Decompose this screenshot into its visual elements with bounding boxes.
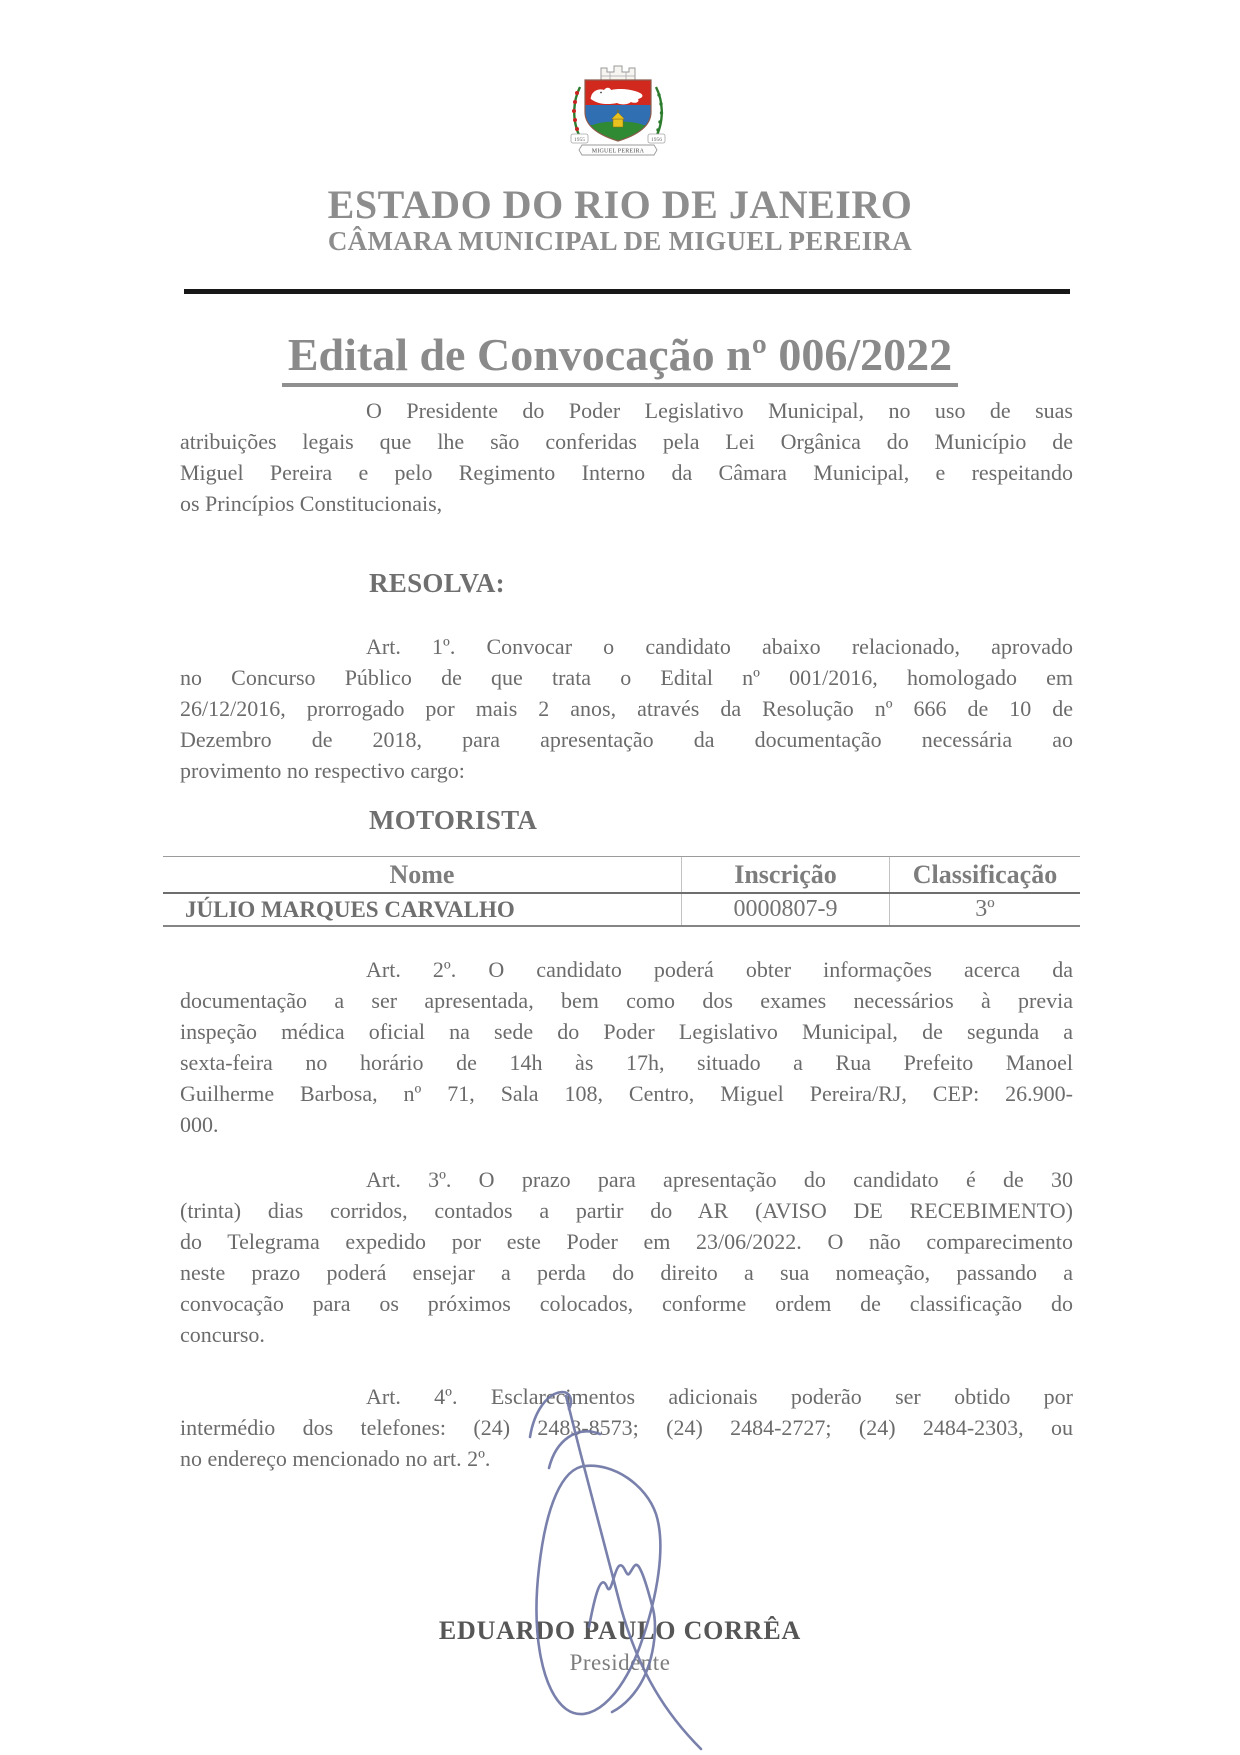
paragraph-line: Dezembro de 2018, para apresentação da documentação necessária ao xyxy=(180,727,1073,752)
paragraph-line: os Princípios Constitucionais, xyxy=(180,491,443,516)
resolva-heading: RESOLVA: xyxy=(369,568,505,598)
paragraph-art3 xyxy=(180,1164,1073,1350)
paragraph-line: provimento no respectivo cargo: xyxy=(180,758,465,783)
municipal-coat-of-arms-icon xyxy=(570,56,666,158)
year-right-label: 1956 xyxy=(651,136,662,143)
org-state-line: ESTADO DO RIO DE JANEIRO xyxy=(327,182,913,227)
paragraph-line: Art. 4º. Esclarecimentos adicionais poderão ser obtido por xyxy=(366,1384,1073,1409)
paragraph-line: no endereço mencionado no art. 2º. xyxy=(180,1446,491,1471)
paragraph-line: do Telegrama expedido por este Poder em 23/06/2022. O não comparecimento xyxy=(180,1229,1073,1254)
cargo-heading: MOTORISTA xyxy=(369,805,538,835)
paragraph-line: Miguel Pereira e pelo Regimento Interno da Câmara Municipal, e respeitando xyxy=(180,460,1073,485)
crown-icon xyxy=(601,66,635,80)
paragraph-line: O Presidente do Poder Legislativo Municipal, no uso de suas xyxy=(366,398,1073,423)
col-header-classificacao: Classificação xyxy=(889,857,1080,892)
paragraph-line: intermédio dos telefones: (24) 2483-8573; (24) 2484-2727; (24) 2484-2303, ou xyxy=(180,1415,1073,1440)
paragraph-art1 xyxy=(180,631,1073,786)
candidates-table xyxy=(163,856,1080,927)
header-divider xyxy=(184,289,1070,294)
year-left-label: 1955 xyxy=(574,136,585,143)
paragraph-line: 26/12/2016, prorrogado por mais 2 anos, através da Resolução nº 666 de 10 de xyxy=(180,696,1073,721)
paragraph-line: Art. 3º. O prazo para apresentação do candidato é de 30 xyxy=(366,1167,1073,1192)
paragraph-line: inspeção médica oficial na sede do Poder Legislativo Municipal, de segunda a xyxy=(180,1019,1073,1044)
table-header-row xyxy=(163,857,1080,894)
paragraph-line: neste prazo poderá ensejar a perda do direito a sua nomeação, passando a xyxy=(180,1260,1073,1285)
paragraph-line: no Concurso Público de que trata o Edital nº 001/2016, homologado em xyxy=(180,665,1073,690)
paragraph-line: atribuições legais que lhe são conferidas pela Lei Orgânica do Município de xyxy=(180,429,1073,454)
col-header-inscricao: Inscrição xyxy=(681,857,889,892)
paragraph-intro xyxy=(180,395,1073,519)
paragraph-line: Art. 2º. O candidato poderá obter informações acerca da xyxy=(366,957,1073,982)
paragraph-line: 000. xyxy=(180,1112,219,1137)
signer-name: EDUARDO PAULO CORRÊA xyxy=(438,1616,802,1645)
col-header-nome: Nome xyxy=(389,859,455,889)
paragraph-line: convocação para os próximos colocados, conforme ordem de classificação do xyxy=(180,1291,1073,1316)
banner-label: MIGUEL PEREIRA xyxy=(591,148,645,155)
paragraph-art2 xyxy=(180,954,1073,1140)
paragraph-line: sexta-feira no horário de 14h às 17h, situado a Rua Prefeito Manoel xyxy=(180,1050,1073,1075)
document-title: Edital de Convocação nº 006/2022 xyxy=(282,330,958,387)
table-row xyxy=(163,894,1080,925)
paragraph-line: concurso. xyxy=(180,1322,265,1347)
cell-inscricao: 0000807-9 xyxy=(681,894,889,925)
church-charge xyxy=(613,119,623,127)
paragraph-art4 xyxy=(180,1381,1073,1474)
title-row xyxy=(0,330,1240,387)
paragraph-line: Art. 1º. Convocar o candidato abaixo relacionado, aprovado xyxy=(366,634,1073,659)
paragraph-line: (trinta) dias corridos, contados a partir do AR (AVISO DE RECEBIMENTO) xyxy=(180,1198,1073,1223)
cell-nome: JÚLIO MARQUES CARVALHO xyxy=(185,896,515,922)
paragraph-line: documentação a ser apresentada, bem como dos exames necessários à previa xyxy=(180,988,1073,1013)
cell-classificacao: 3º xyxy=(889,894,1080,925)
signer-role: Presidente xyxy=(569,1650,671,1675)
org-chamber-line: CÂMARA MUNICIPAL DE MIGUEL PEREIRA xyxy=(327,226,913,256)
paragraph-line: Guilherme Barbosa, nº 71, Sala 108, Centro, Miguel Pereira/RJ, CEP: 26.900- xyxy=(180,1081,1073,1106)
